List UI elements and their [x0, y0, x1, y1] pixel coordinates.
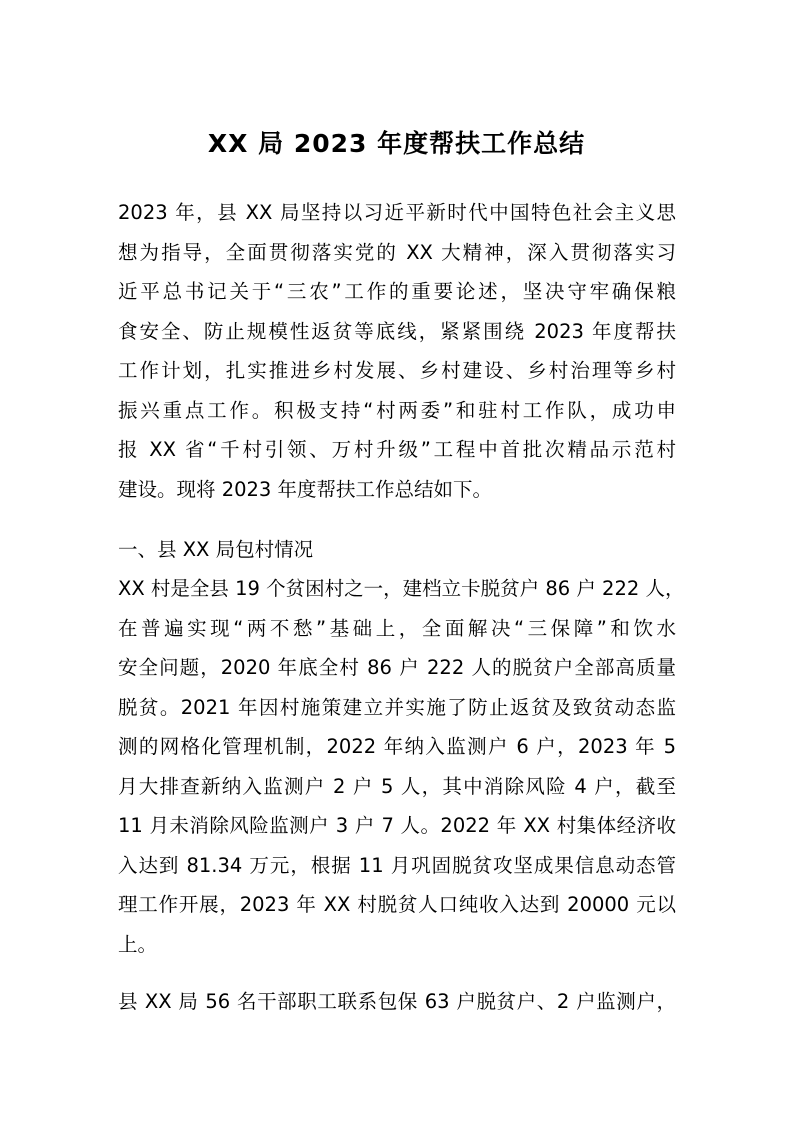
section-heading: [118, 530, 676, 570]
paragraph-line: 安全问题，2020 年底全村 86 户 222 人的脱贫户全部高质量: [118, 656, 676, 679]
paragraph-line: 脱贫。2021 年因村施策建立并实施了防止返贫及致贫动态监: [118, 695, 676, 719]
paragraph-line: 上。: [118, 932, 158, 956]
paragraph-line: 11 月未消除风险监测户 3 户 7 人。2022 年 XX 村集体经济收: [118, 814, 676, 837]
paragraph-line: 测的网格化管理机制，2022 年纳入监测户 6 户，2023 年 5: [118, 735, 676, 758]
paragraph-line: 建设。现将 2023 年度帮扶工作总结如下。: [118, 477, 493, 501]
staff-paragraph: [118, 982, 676, 1022]
paragraph-line: 食安全、防止规模性返贫等底线，紧紧围绕 2023 年度帮扶: [118, 319, 676, 343]
paragraph-line: 在普遍实现“两不愁”基础上，全面解决“三保障”和饮水: [118, 616, 676, 640]
document-title: XX 局 2023 年度帮扶工作总结: [207, 129, 586, 158]
village-situation-paragraph: [118, 569, 685, 964]
paragraph-line: 2023 年，县 XX 局坚持以习近平新时代中国特色社会主义思: [118, 201, 676, 224]
paragraph-line: 工作计划，扎实推进乡村发展、乡村建设、乡村治理等乡村: [118, 359, 676, 382]
section-heading-text: 一、县 XX 局包村情况: [118, 538, 314, 561]
paragraph-line: 月大排查新纳入监测户 2 户 5 人，其中消除风险 4 户，截至: [118, 774, 676, 798]
paragraph-line: 振兴重点工作。积极支持“村两委”和驻村工作队，成功申: [118, 398, 676, 422]
paragraph-line: 报 XX 省“千村引领、万村升级”工程中首批次精品示范村: [118, 438, 676, 461]
paragraph-line: 想为指导，全面贯彻落实党的 XX 大精神，深入贯彻落实习: [118, 240, 676, 264]
paragraph-line: 近平总书记关于“三农”工作的重要论述，坚决守牢确保粮: [118, 280, 676, 303]
paragraph-line: 理工作开展，2023 年 XX 村脱贫人口纯收入达到 20000 元以: [118, 893, 676, 916]
paragraph-line: 县 XX 局 56 名干部职工联系包保 63 户脱贫户、2 户监测户，: [118, 990, 676, 1013]
intro-paragraph: [118, 193, 676, 509]
paragraph-line: 入达到 81.34 万元，根据 11 月巩固脱贫攻坚成果信息动态管: [118, 853, 676, 877]
paragraph-line: XX 村是全县 19 个贫困村之一，建档立卡脱贫户 86 户 222 人，: [118, 577, 685, 600]
